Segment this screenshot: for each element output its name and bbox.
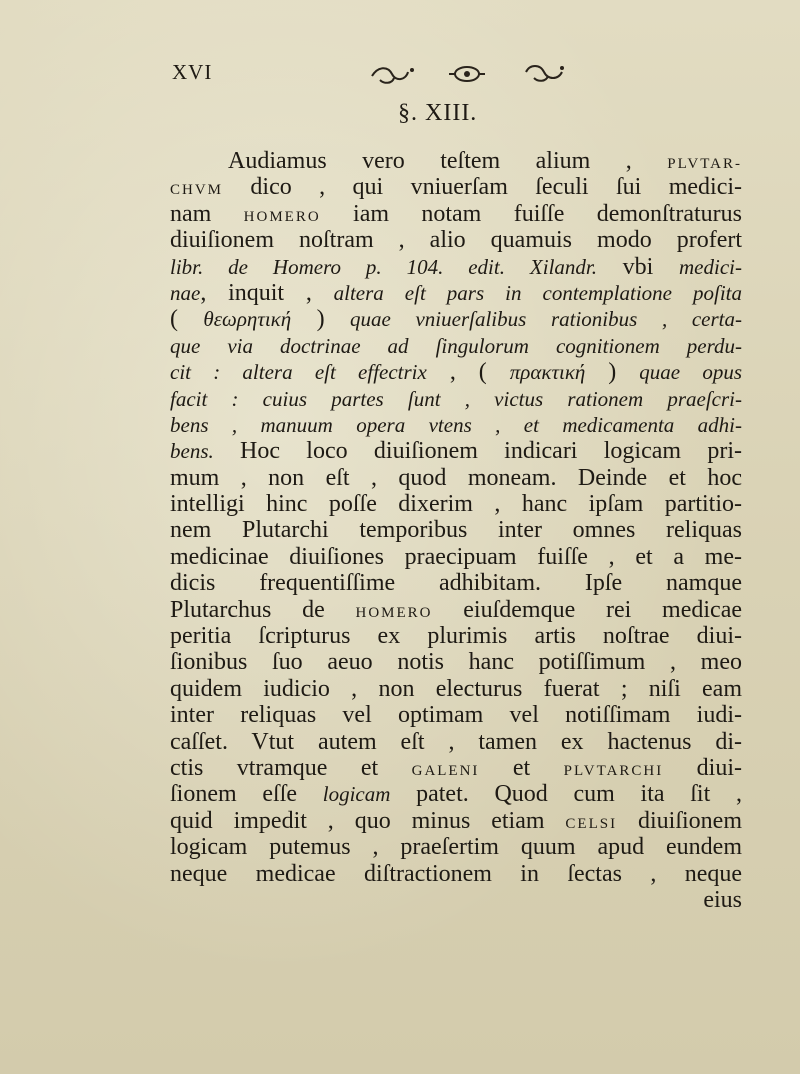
text-line [170,781,742,807]
text-run: medici- [679,254,742,279]
text-line [170,201,742,227]
text-run: diuiſionem [617,807,742,834]
text-run: Audiamus vero teſtem alium , [228,148,668,174]
text-run: HOMERO [243,208,321,225]
text-run: cit : altera eſt effectrix [170,360,427,385]
text-line [170,729,742,755]
text-run: CELSI [565,815,618,832]
text-line [170,438,742,464]
text-line [170,623,742,649]
text-run: , ( [426,359,510,386]
text-run: patet. Quod cum ita ſit , [390,781,742,808]
text-run: nae [170,280,201,305]
printer-fleuron-ornament-icon [352,62,582,86]
text-run: iam notam fuiſſe demonſtraturus [320,200,742,227]
text-run: inter reliquas vel optimam vel notiſſimam iudi- [170,702,742,729]
text-run: bens , manuum opera vtens , et medicamenta adhi- [170,412,742,437]
text-run: facit : cuius partes ſunt , victus rationem praeſcri- [170,386,742,411]
text-run: dicis frequentiſſime adhibitam. Ipſe namque [170,570,742,597]
text-run: GALENI [411,762,480,779]
text-run: quae vniuerſalibus rationibus , certa- [349,307,742,332]
text-line [170,755,742,781]
text-run: que via doctrinae ad ſingulorum cognitionem perdu- [170,333,742,358]
text-line [170,306,742,332]
text-line [170,861,742,887]
text-run: ) [291,306,350,333]
running-header [172,60,592,90]
text-run: logicam putemus , praeſertim quum apud eundem [170,834,742,861]
text-run: libr. de Homero p. 104. edit. Xilandr. [170,254,597,279]
text-line [170,570,742,596]
text-run: bens. [170,439,214,464]
text-run: quidem iudicio , non electurus fuerat ; niſi eam [170,675,742,702]
text-line [170,227,742,253]
text-run: θεωρητική [203,307,292,332]
text-run: caſſet. Vtut autem eſt , tamen ex hactenus di- [170,728,742,755]
text-run: nem Plutarchi temporibus inter omnes reliquas [170,517,742,544]
catchword: eius [703,886,742,913]
text-line [170,148,742,174]
text-line [170,280,742,306]
text-run: peritia ſcripturus ex plurimis artis noſtrae diui- [170,623,742,650]
text-run: medicinae diuiſiones praecipuam fuiſſe , et a me- [170,543,742,570]
section-heading: §. XIII. [398,100,478,126]
text-line [170,676,742,702]
text-line [170,544,742,570]
main-text-block [170,148,742,913]
text-run: Hoc loco diuiſionem indicari logicam pri- [213,438,742,465]
text-run: dico , qui vniuerſam ſeculi ſui medici- [223,174,742,201]
text-run: ctis vtramque et [170,754,412,781]
text-run: logicam [322,782,391,807]
text-line [170,412,742,438]
text-run: ſionibus ſuo aeuo notis hanc potiſſimum , meo [170,649,742,676]
text-run: diuiſionem noſtram , alio quamuis modo profert [170,227,742,254]
text-run: CHVM [170,182,224,199]
text-run: eiuſdemque rei medicae [432,596,743,623]
text-line [170,465,742,491]
text-run: ſionem eſſe [170,781,323,808]
text-line [170,491,742,517]
text-line [170,702,742,728]
text-run: PLVTAR- [667,156,742,172]
text-line [170,808,742,834]
text-run: , inquit , [200,279,334,306]
text-run: πρακτική [509,360,586,385]
text-line [170,649,742,675]
text-run: Plutarchus de [170,596,356,623]
text-line [170,386,742,412]
text-run: altera eſt pars in contemplatione poſita [333,280,742,305]
text-line [170,834,742,860]
text-run: diui- [663,754,743,781]
text-run: mum , non eſt , quod moneam. Deinde et hoc [170,464,742,491]
text-run: intelligi hinc poſſe dixerim , hanc ipſam partitio- [170,491,742,518]
text-line [170,359,742,385]
text-line [170,333,742,359]
text-run: quid impedit , quo minus etiam [170,807,566,834]
text-run: neque medicae diſtractionem in ſectas , neque [170,860,742,887]
page-number: XVI [172,60,213,84]
text-run: quae opus [639,360,742,385]
text-line [170,517,742,543]
text-line [170,174,742,200]
text-run: PLVTARCHI [563,762,664,779]
text-run: nam [170,200,244,227]
text-run: ( [170,306,204,333]
text-line [170,254,742,280]
text-run: et [479,754,564,781]
text-line [170,597,742,623]
text-run: ) [585,359,640,386]
text-run: HOMERO [355,604,433,621]
text-run: vbi [597,253,680,280]
